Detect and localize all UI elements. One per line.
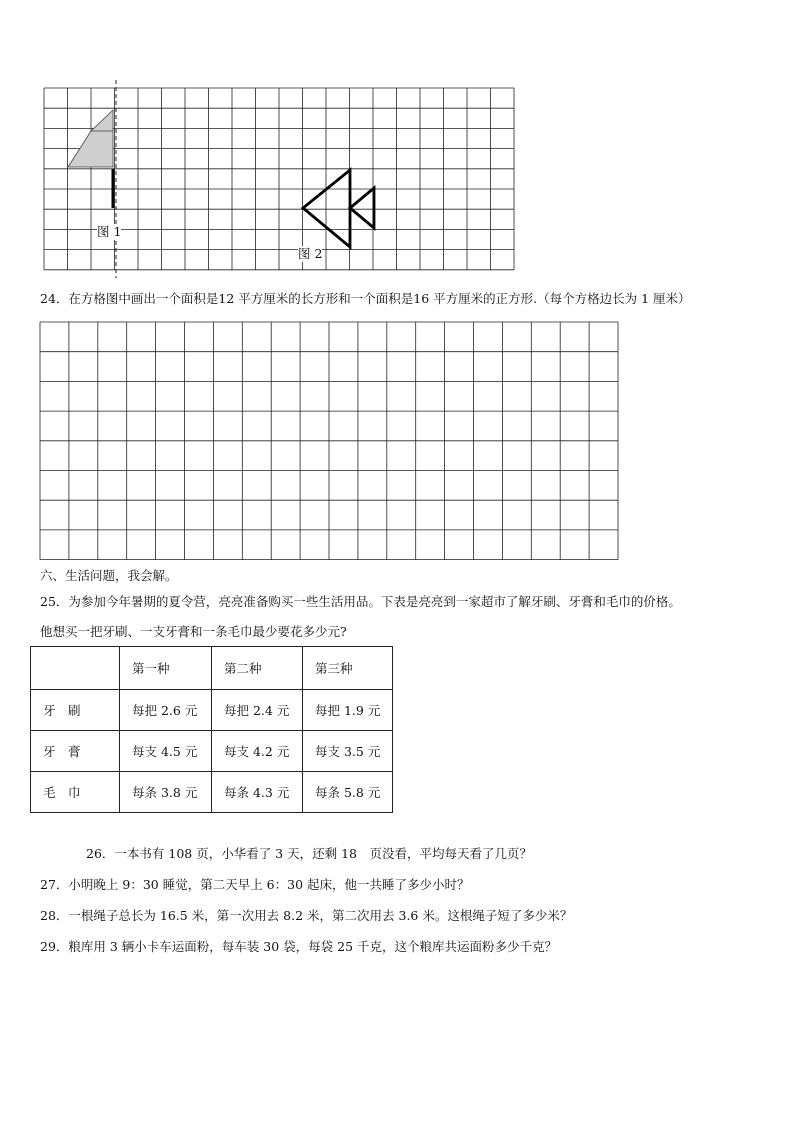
- question-24: 24．在方格图中画出一个面积是12 平方厘米的长方形和一个面积是16 平方厘米的正方形.（每个方格边长为 1 厘米）: [40, 291, 691, 306]
- section-6-title: 六、生活问题，我会解。: [40, 568, 178, 583]
- question-25-line2: 他想买一把牙刷、一支牙膏和一条毛巾最少要花多少元?: [40, 624, 347, 639]
- table-header-cell: 第一种: [120, 647, 212, 690]
- table-header-row: [31, 647, 393, 690]
- table-header-cell: [31, 647, 120, 690]
- table-row: [31, 772, 393, 813]
- question-25-line1: 25．为参加今年暑期的夏令营，亮亮准备购买一些生活用品。下表是亮亮到一家超市了解牙刷、牙膏和毛巾的价格。: [40, 594, 681, 609]
- question-28: 28．一根绳子总长为 16.5 米，第一次用去 8.2 米，第二次用去 3.6 米。这根绳子短了多少米？: [40, 908, 573, 923]
- figure2-small-triangle: [350, 188, 374, 228]
- table-cell: 每条 3.8 元: [120, 772, 212, 813]
- price-table: [30, 646, 393, 813]
- table-row-item: 牙 刷: [31, 690, 120, 731]
- table-cell: 每支 3.5 元: [303, 731, 393, 772]
- table-row: [31, 731, 393, 772]
- figure1-shape: [68, 110, 113, 167]
- table-row-item: 毛 巾: [31, 772, 120, 813]
- answer-grid-q24: [0, 315, 794, 565]
- table-row-item: 牙 膏: [31, 731, 120, 772]
- figure2-label: 图 2: [298, 246, 323, 261]
- table-cell: 每支 4.2 元: [212, 731, 303, 772]
- table-cell: 每条 5.8 元: [303, 772, 393, 813]
- figure1-label: 图 1: [97, 224, 122, 239]
- figure2-big-triangle: [303, 170, 350, 247]
- question-29: 29．粮库用 3 辆小卡车运面粉，每车装 30 袋，每袋 25 千克，这个粮库共运面粉多少千克？: [40, 939, 558, 954]
- table-header-cell: 第三种: [303, 647, 393, 690]
- table-cell: 每条 4.3 元: [212, 772, 303, 813]
- question-26: 26．一本书有 108 页，小华看了 3 天，还剩 18 页没看，平均每天看了几页？: [86, 846, 532, 861]
- table-row: [31, 690, 393, 731]
- table-cell: 每把 2.6 元: [120, 690, 212, 731]
- table-header-cell: 第二种: [212, 647, 303, 690]
- question-27: 27．小明晚上 9：30 睡觉，第二天早上 6：30 起床，他一共睡了多少小时？: [40, 877, 470, 892]
- figure-grid-top: [0, 0, 794, 290]
- table-cell: 每支 4.5 元: [120, 731, 212, 772]
- table-cell: 每把 2.4 元: [212, 690, 303, 731]
- table-cell: 每把 1.9 元: [303, 690, 393, 731]
